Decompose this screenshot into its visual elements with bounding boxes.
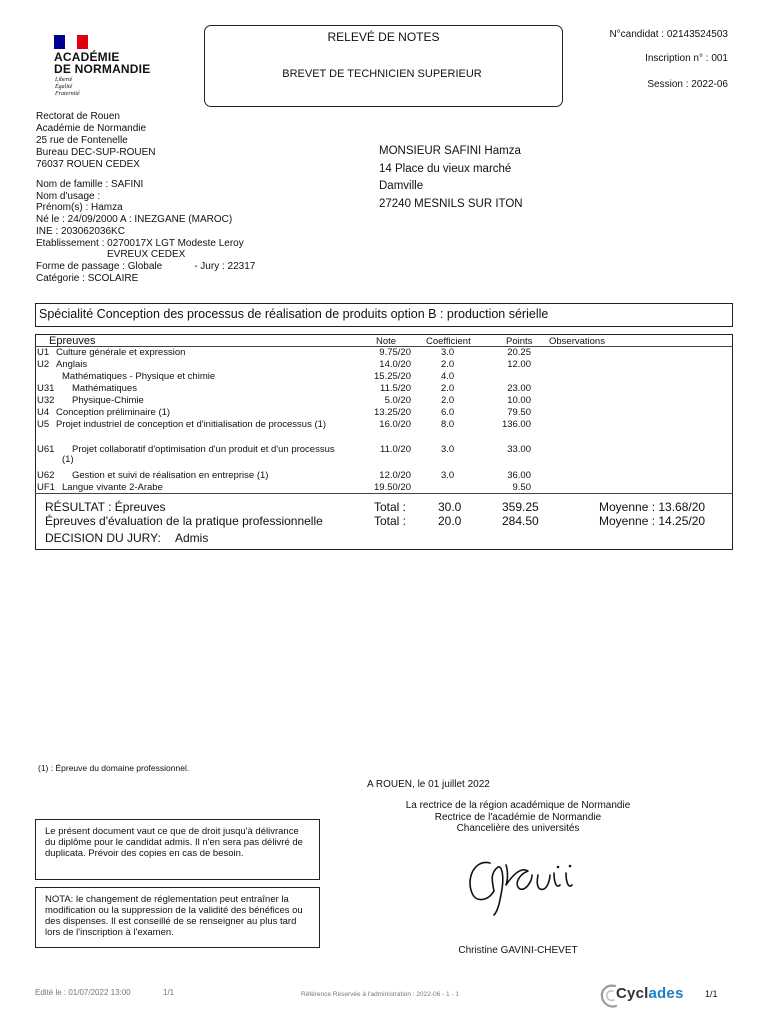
row-coef: 3.0	[441, 347, 455, 358]
sender-address	[36, 111, 155, 171]
row-label: Physique-Chimie	[72, 395, 144, 406]
document-subtitle: BREVET DE TECHNICIEN SUPERIEUR	[282, 68, 482, 80]
row-code: U32	[37, 395, 55, 406]
result-label: Épreuves d'évaluation de la pratique professionnelle	[45, 514, 323, 528]
identity-prenom: Prénom(s) : Hamza	[36, 202, 123, 214]
decision-label: DECISION DU JURY:	[45, 531, 161, 545]
row-points: 136.00	[501, 419, 531, 430]
sender-line: Bureau DEC-SUP-ROUEN	[36, 147, 156, 158]
row-note: 11.0/20	[380, 444, 411, 455]
result-average: Moyenne : 13.68/20	[599, 500, 706, 514]
row-points: 9.50	[512, 482, 531, 493]
row-code: U5	[37, 419, 50, 430]
signatory-line: Chancelière des universités	[456, 823, 580, 834]
place-date: A ROUEN, le 01 juillet 2022	[367, 779, 490, 790]
motto-fraternite: Fraternité	[55, 91, 80, 97]
identity-usage: Nom d'usage :	[36, 190, 101, 202]
row-coef: 3.0	[441, 444, 455, 455]
brand-part-b: ades	[648, 985, 684, 1002]
recipient-street: 14 Place du vieux marché	[379, 162, 512, 175]
sender-line: Académie de Normandie	[36, 123, 147, 134]
signatory-line: La rectrice de la région académique de Normandie	[405, 800, 631, 811]
motto-egalite: Égalité	[55, 84, 73, 90]
identity-etablissement-city: EVREUX CEDEX	[107, 249, 186, 261]
row-label: Conception préliminaire (1)	[56, 407, 171, 418]
logo-motto	[55, 77, 80, 98]
recipient-name: MONSIEUR SAFINI Hamza	[379, 145, 521, 157]
identity-block	[36, 179, 255, 284]
row-label-cont: (1)	[62, 454, 74, 465]
recipient-city: Damville	[379, 180, 424, 192]
col-header-points: Points	[506, 336, 533, 347]
col-header-observations: Observations	[549, 336, 605, 347]
row-note: 15.25/20	[374, 371, 411, 382]
decision-value: Admis	[175, 531, 209, 545]
page-number: 1/1	[705, 989, 718, 999]
row-label: Gestion et suivi de réalisation en entreprise (1)	[72, 470, 269, 481]
signatory-block	[393, 800, 643, 835]
document-title: RELEVÉ DE NOTES	[327, 30, 440, 44]
brand-part-a: Cycl	[616, 985, 649, 1002]
result-label: RÉSULTAT : Épreuves	[45, 500, 166, 514]
result-coef: 20.0	[438, 514, 462, 528]
result-coef: 30.0	[438, 500, 462, 514]
row-label: Langue vivante 2-Arabe	[62, 482, 163, 493]
specialite-text: Spécialité Conception des processus de réalisation de produits option B : production sérielle	[39, 307, 549, 321]
row-note: 13.25/20	[374, 407, 411, 418]
row-coef: 6.0	[441, 407, 455, 418]
row-label: Anglais	[56, 359, 88, 370]
row-code: UF1	[37, 482, 55, 493]
signature-image	[462, 845, 592, 920]
identity-ine: INE : 203062036KC	[36, 225, 125, 237]
row-coef: 2.0	[441, 395, 455, 406]
row-code: U31	[37, 383, 55, 394]
row-label: Culture générale et expression	[56, 347, 186, 358]
result-total-label: Total :	[374, 500, 407, 514]
row-coef: 2.0	[441, 383, 455, 394]
candidate-number: N°candidat : 02143524503	[609, 29, 728, 40]
cyclades-logo	[616, 985, 684, 1002]
recipient-postal: 27240 MESNILS SUR ITON	[379, 197, 523, 210]
row-coef: 4.0	[441, 371, 455, 382]
row-coef: 3.0	[441, 470, 455, 481]
row-code: U2	[37, 359, 50, 370]
identity-naissance: Né le : 24/09/2000 A : INEZGANE (MAROC)	[36, 214, 233, 226]
row-points: 79.50	[507, 407, 531, 418]
row-coef: 2.0	[441, 359, 455, 370]
row-label: Projet industriel de conception et d'initialisation de processus (1)	[56, 419, 327, 430]
row-coef: 8.0	[441, 419, 455, 430]
notice-validity: Le présent document vaut ce que de droit jusqu'à délivrance du diplôme pour le candidat admis. Il n'en sera pas délivré de duplicata. Prévoir des copies en cas de besoin.	[35, 819, 320, 880]
result-total-label: Total :	[374, 514, 407, 528]
identity-etablissement: Etablissement : 0270017X LGT Modeste Leroy	[36, 237, 244, 249]
logo-line1: ACADÉMIE	[54, 50, 120, 64]
notice-regulation: NOTA: le changement de réglementation peut entraîner la modification ou la suppression de la validité des bénéfices ou des dispenses. Il est conseillé de se renseigner au plus tard lors de l'inscription à l'examen.	[35, 887, 320, 948]
col-header-note: Note	[376, 336, 397, 347]
identity-jury: - Jury : 22317	[194, 260, 256, 272]
academy-logo	[54, 51, 150, 75]
row-label: Mathématiques - Physique et chimie	[62, 371, 216, 382]
row-code: U62	[37, 470, 55, 481]
row-note: 9.75/20	[379, 347, 411, 358]
identity-forme-row	[36, 261, 255, 273]
identity-nom: Nom de famille : SAFINI	[36, 179, 144, 190]
identity-forme: Forme de passage : Globale	[36, 260, 163, 272]
signatory-line: Rectrice de l'académie de Normandie	[434, 811, 602, 823]
sender-line: 25 rue de Fontenelle	[36, 135, 128, 146]
row-points: 10.00	[507, 395, 531, 406]
row-label: Mathématiques	[72, 383, 137, 394]
row-points: 33.00	[507, 444, 531, 455]
row-note: 16.0/20	[379, 419, 411, 430]
col-header-epreuves: Epreuves	[49, 335, 96, 347]
identity-categorie: Catégorie : SCOLAIRE	[36, 272, 139, 284]
session: Session : 2022-06	[647, 79, 728, 90]
row-code: U1	[37, 347, 50, 358]
row-points: 23.00	[507, 383, 531, 394]
row-label: Projet collaboratif d'optimisation d'un produit et d'un processus	[72, 444, 335, 455]
row-note: 14.0/20	[379, 359, 411, 370]
sender-line: 76037 ROUEN CEDEX	[36, 159, 140, 170]
recipient-address	[379, 143, 523, 213]
row-points: 36.00	[507, 470, 531, 481]
admin-reference: Référence Réservée à l'administration : 2022-06 - 1 - 1	[301, 991, 460, 998]
row-note: 19.50/20	[374, 482, 411, 493]
footnote: (1) : Épreuve du domaine professionnel.	[38, 763, 190, 773]
row-code: U61	[37, 444, 55, 455]
result-points: 284.50	[502, 514, 539, 528]
sender-line: Rectorat de Rouen	[36, 111, 120, 122]
edited-date: Edité le : 01/07/2022 13:00	[35, 988, 131, 997]
row-note: 5.0/20	[384, 395, 411, 406]
result-average: Moyenne : 14.25/20	[599, 514, 706, 528]
signatory-name: Christine GAVINI-CHEVET	[458, 945, 578, 956]
page-small: 1/1	[163, 988, 175, 997]
row-code: U4	[37, 407, 50, 418]
row-note: 11.5/20	[380, 383, 411, 394]
row-points: 12.00	[507, 359, 531, 370]
row-points: 20.25	[507, 347, 531, 358]
french-flag-icon	[54, 35, 88, 49]
motto-liberte: Liberté	[55, 77, 73, 83]
col-header-coef: Coefficient	[426, 336, 471, 347]
row-note: 12.0/20	[379, 470, 411, 481]
inscription-number: Inscription n° : 001	[645, 53, 728, 64]
result-points: 359.25	[502, 500, 539, 514]
logo-line2: DE NORMANDIE	[54, 62, 151, 76]
